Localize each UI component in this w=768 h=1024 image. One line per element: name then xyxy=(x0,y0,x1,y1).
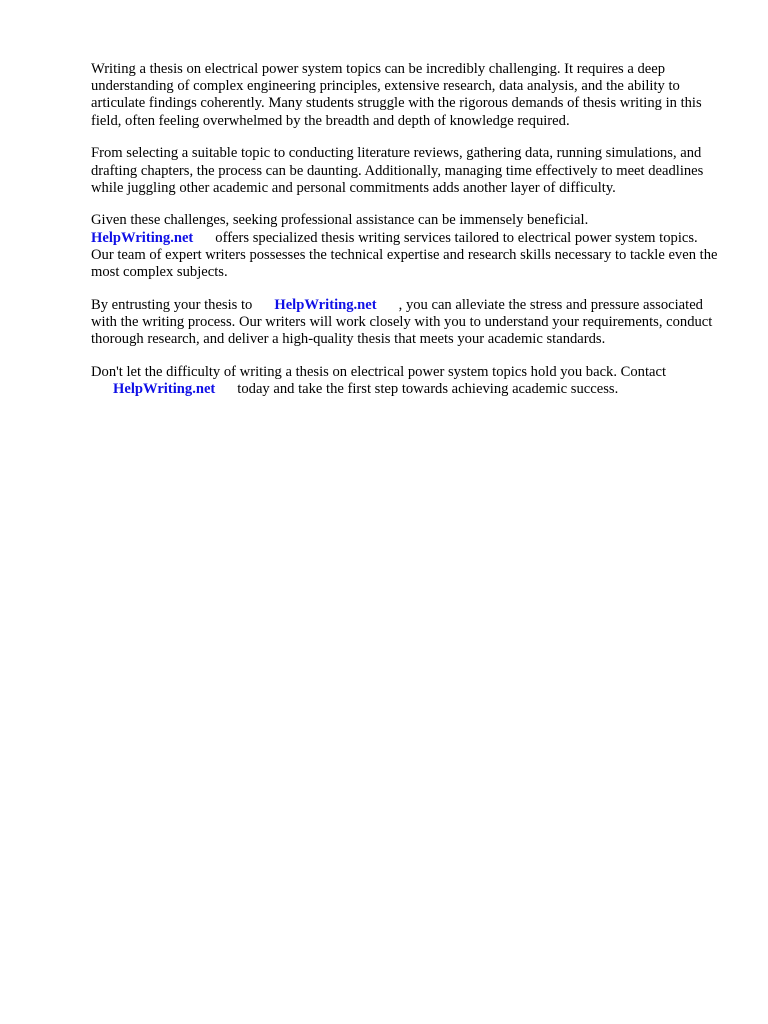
paragraph-entrusting xyxy=(91,297,723,349)
paragraph-intro: Writing a thesis on electrical power system topics can be incredibly challenging. It requires a deep understanding of complex engineering principles, extensive research, data analysis, and the ability to articulate findings coherently. Many students struggle with the rigorous demands of thesis writing in this field, often feeling overwhelmed by the breadth and depth of knowledge required. xyxy=(91,61,702,129)
paragraph-entrusting-rest: , you can alleviate the stress and pressure associated with the writing process. Our writers will work closely with you to understand your requirements, conduct thorough research, and deliver a high-quality thesis that meets your academic standards. xyxy=(91,296,713,348)
helpwriting-link[interactable]: HelpWriting.net xyxy=(274,296,377,313)
paragraph-contact-lead: Don't let the difficulty of writing a thesis on electrical power system topics hold you back. Contact xyxy=(91,363,667,380)
paragraph-process: From selecting a suitable topic to conducting literature reviews, gathering data, running simulations, and drafting chapters, the process can be daunting. Additionally, managing time effectively to meet deadlines while juggling other academic and personal commitments adds another layer of difficulty. xyxy=(91,145,704,196)
paragraph-assistance-lead: Given these challenges, seeking professional assistance can be immensely beneficial. xyxy=(91,212,589,229)
helpwriting-link[interactable]: HelpWriting.net xyxy=(113,381,216,398)
paragraph-assistance xyxy=(91,212,723,281)
paragraph-assistance-rest: offers specialized thesis writing services tailored to electrical power system topics. Our team of expert writers possesses the technical expertise and research skills necessary to tackle even the most complex subjects. xyxy=(91,229,718,281)
document-body xyxy=(91,61,723,414)
paragraph-contact-rest: today and take the first step towards achieving academic success. xyxy=(237,381,619,398)
paragraph-entrusting-lead: By entrusting your thesis to xyxy=(91,296,253,313)
paragraph-contact xyxy=(91,364,723,398)
helpwriting-link[interactable]: HelpWriting.net xyxy=(91,229,194,246)
